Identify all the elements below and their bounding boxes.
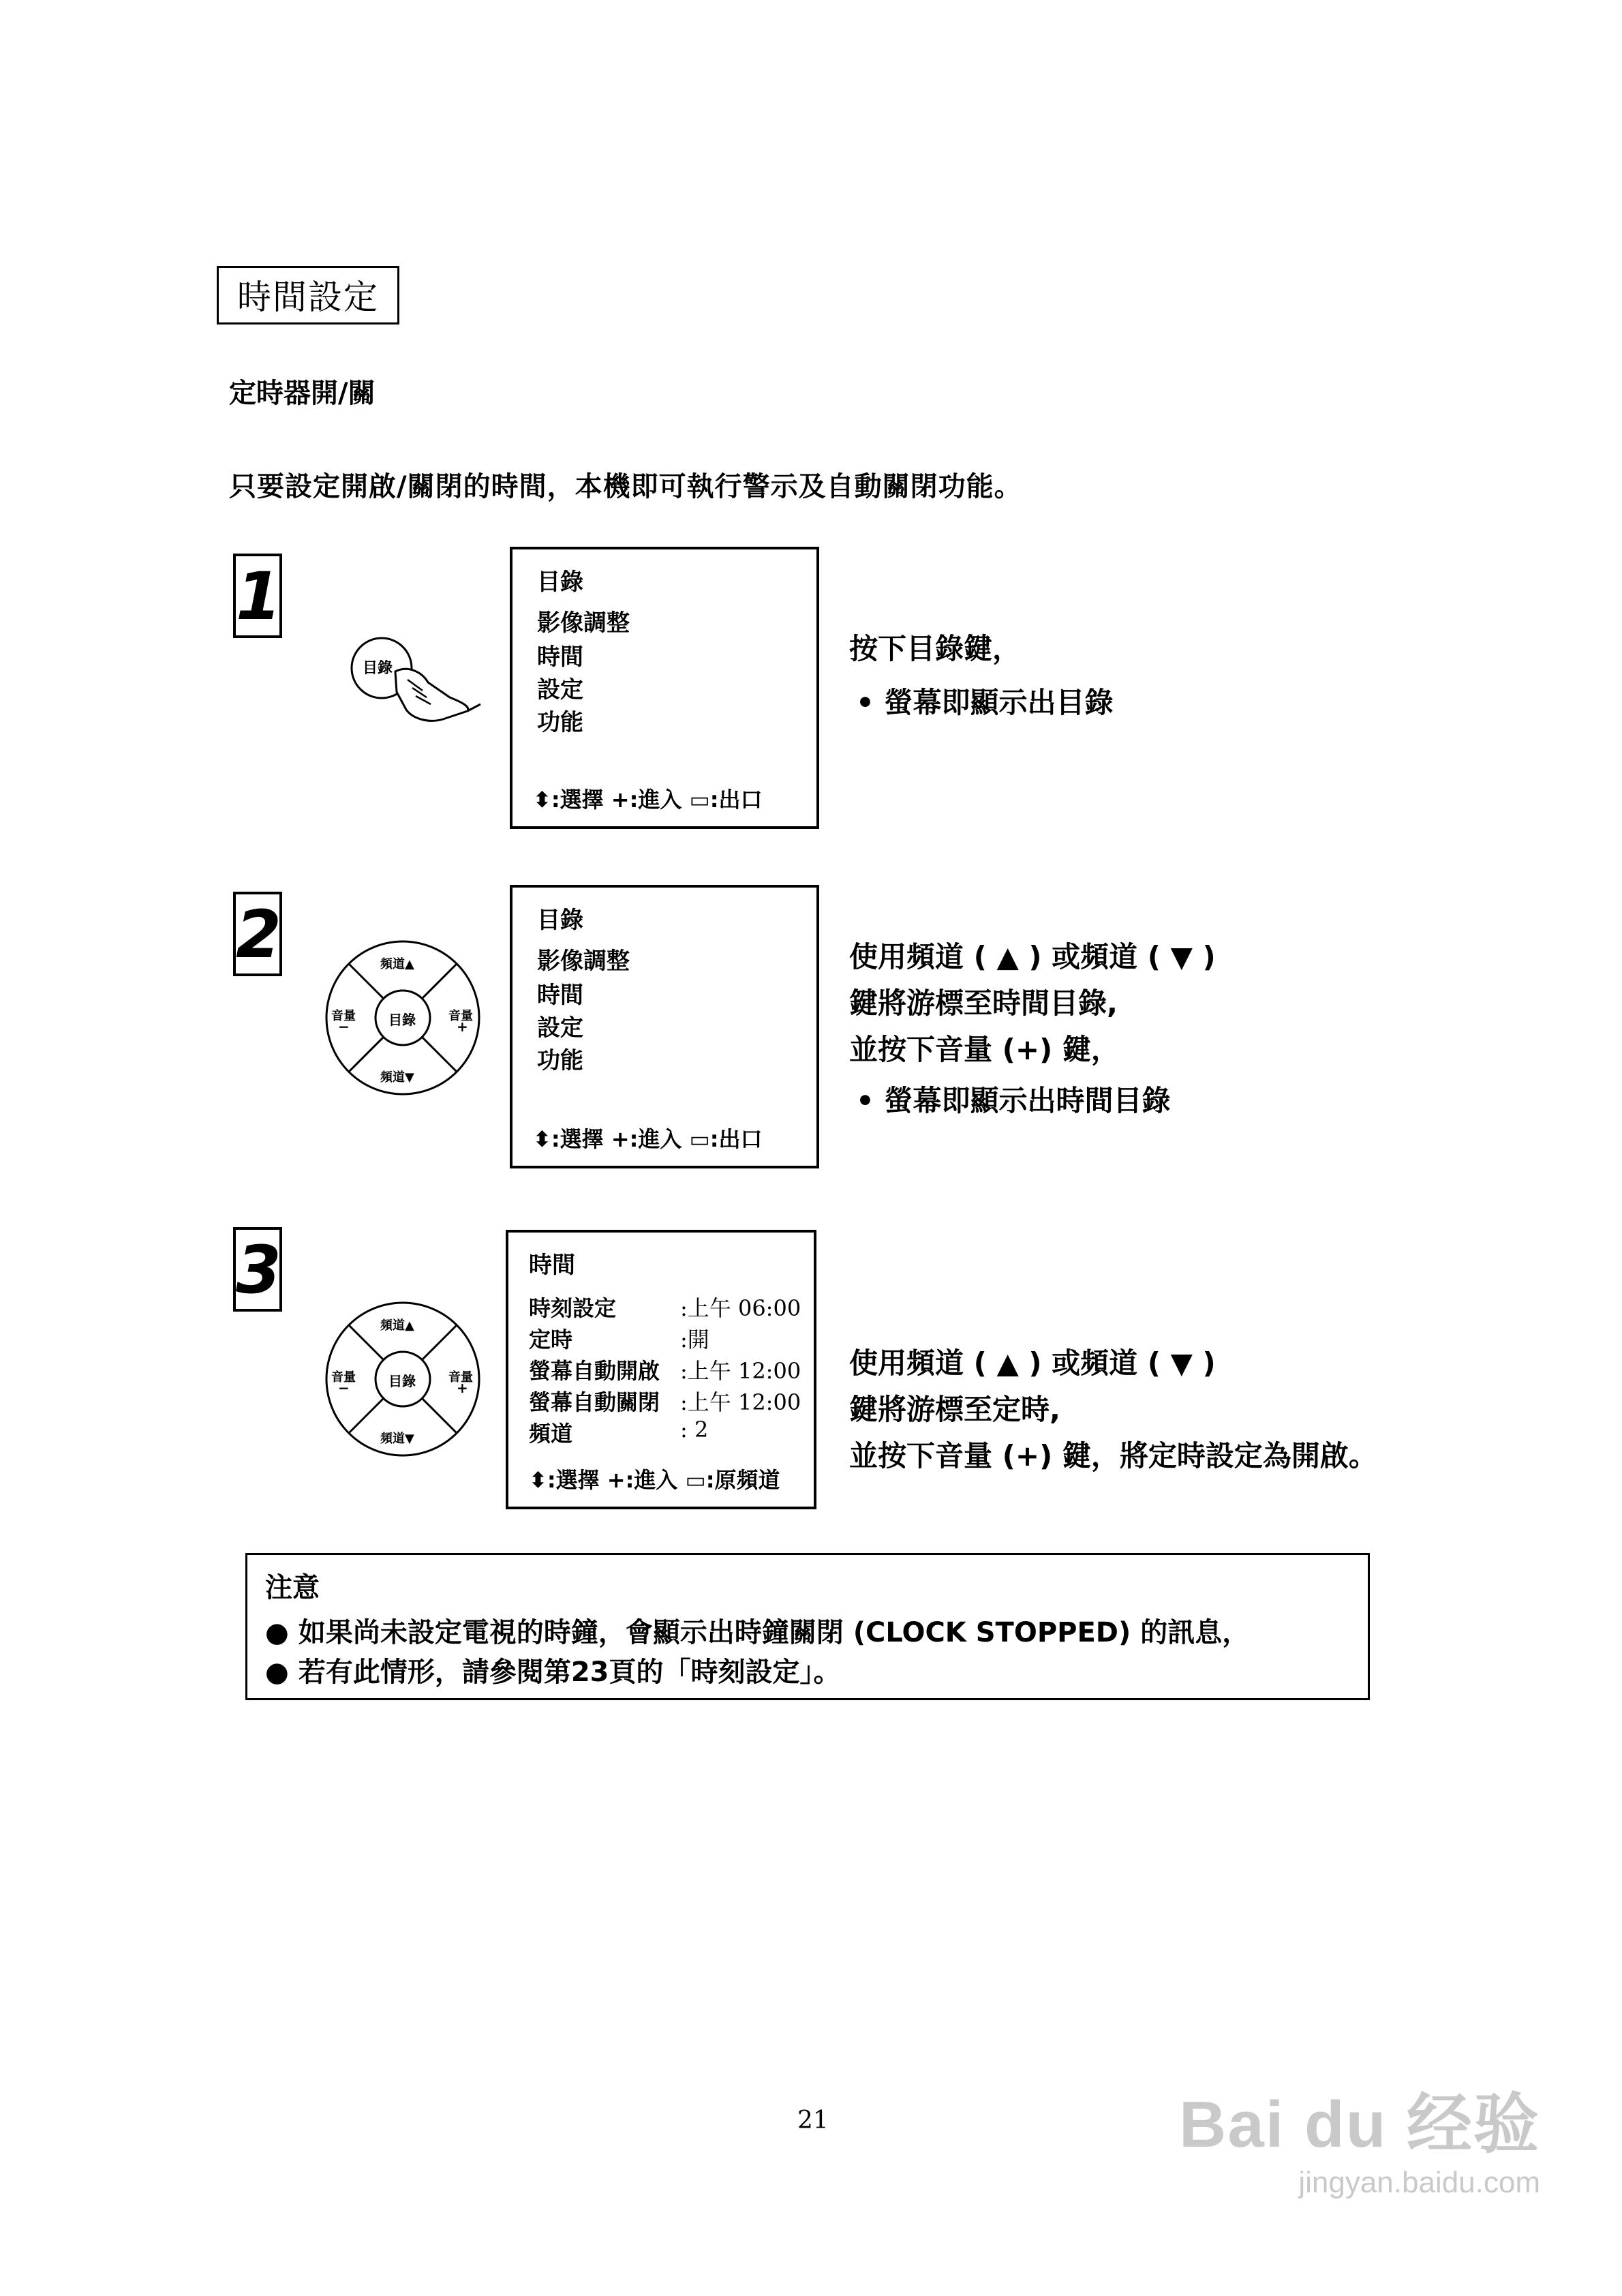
step-number-2: 2: [233, 892, 282, 976]
watermark-logo: Bai du 经验: [1178, 2088, 1540, 2161]
step3-line-2: 鍵將游標至定時,: [849, 1393, 1060, 1426]
menu-item-image: 影像調整: [537, 609, 630, 637]
row-label: 頻道: [529, 1421, 573, 1447]
step2-line-3: 並按下音量 (+) 鍵，: [849, 1033, 1120, 1066]
channel-down-label: 頻道▼: [380, 1432, 414, 1446]
row-value: : 2: [680, 1417, 709, 1442]
menu-item-function: 功能: [537, 709, 583, 736]
menu-center-label: 目錄: [388, 1373, 416, 1389]
remote-dpad-step3: [323, 1299, 483, 1459]
menu-hint: ⬍:選擇 +:進入 ▭:出口: [533, 787, 763, 813]
step3-instructions: [849, 1340, 1377, 1479]
note-line-2: ● 若有此情形，請參閱第23頁的「時刻設定」。: [265, 1657, 841, 1688]
volume-down-label: 音量: [331, 1009, 356, 1023]
step2-instructions: [849, 934, 1216, 1073]
step3-line-1: 使用頻道 ( ▲ ) 或頻道 ( ▼ ): [849, 1346, 1216, 1380]
note-box: [245, 1553, 1370, 1700]
step1-bullet: • 螢幕即顯示出目錄: [856, 686, 1114, 719]
menu-item-image: 影像調整: [537, 948, 630, 975]
row-label: 時刻設定: [529, 1295, 617, 1321]
channel-up-label: 頻道▲: [380, 957, 414, 971]
row-label: 螢幕自動開啟: [529, 1358, 660, 1384]
time-row-auto-on: [529, 1354, 801, 1385]
row-value: :上午 12:00: [680, 1358, 801, 1384]
row-label: 螢幕自動關閉: [529, 1389, 660, 1415]
volume-minus-sign: −: [338, 1018, 350, 1035]
step2-line-1: 使用頻道 ( ▲ ) 或頻道 ( ▼ ): [849, 940, 1216, 973]
volume-up-label: 音量: [448, 1370, 473, 1385]
step-number-3: 3: [233, 1227, 282, 1312]
intro-text: 只要設定開啟/關閉的時間，本機即可執行警示及自動關閉功能。: [229, 471, 1022, 502]
menu-title: 時間: [529, 1252, 575, 1279]
section-title: 時間設定: [217, 266, 399, 324]
note-heading: 注意: [265, 1572, 320, 1603]
row-value: :上午 12:00: [680, 1389, 801, 1415]
time-row-channel: [529, 1417, 709, 1448]
row-label: 定時: [529, 1327, 573, 1353]
baidu-watermark: [1179, 2072, 1540, 2200]
step-number-1: 1: [233, 554, 282, 638]
note-line-1: ● 如果尚未設定電視的時鐘，會顯示出時鐘關閉 (CLOCK STOPPED) 的訊息，: [265, 1617, 1250, 1648]
volume-up-label: 音量: [448, 1009, 473, 1023]
page-number: 21: [797, 2106, 829, 2134]
channel-up-label: 頻道▲: [380, 1318, 414, 1333]
step3-line-3: 並按下音量 (+) 鍵，將定時設定為開啟。: [849, 1439, 1377, 1472]
menu-hint: ⬍:選擇 +:進入 ▭:原頻道: [529, 1467, 780, 1493]
menu-button-label: 目錄: [363, 660, 393, 677]
menu-title: 目錄: [537, 569, 583, 596]
menu-hint: ⬍:選擇 +:進入 ▭:出口: [533, 1126, 763, 1152]
volume-minus-sign: −: [338, 1380, 350, 1396]
step1-instruction: 按下目錄鍵，: [849, 632, 1022, 665]
menu-title: 目錄: [537, 907, 583, 934]
time-row-auto-off: [529, 1385, 801, 1417]
menu-item-function: 功能: [537, 1047, 583, 1074]
channel-down-label: 頻道▼: [380, 1070, 414, 1085]
remote-dpad-step2: [323, 938, 483, 1098]
time-row-clock: [529, 1291, 801, 1323]
volume-plus-sign: +: [457, 1380, 468, 1396]
menu-center-label: 目錄: [388, 1012, 416, 1028]
step2-bullet: • 螢幕即顯示出時間目錄: [856, 1084, 1171, 1117]
osd-menu-step3: [506, 1230, 816, 1509]
menu-item-time: 時間: [537, 644, 583, 671]
subsection-title: 定時器開/關: [229, 378, 376, 409]
row-value: :上午 06:00: [680, 1295, 801, 1321]
osd-menu-step2: [510, 885, 819, 1168]
menu-item-setup: 設定: [537, 1014, 583, 1042]
row-value: :開: [680, 1327, 709, 1353]
menu-button-hand-icon: [348, 617, 484, 740]
volume-plus-sign: +: [457, 1018, 468, 1035]
step2-line-2: 鍵將游標至時間目錄,: [849, 986, 1118, 1020]
menu-item-time: 時間: [537, 982, 583, 1009]
time-row-timer: [529, 1323, 709, 1354]
watermark-url: jingyan.baidu.com: [1298, 2166, 1540, 2199]
menu-item-setup: 設定: [537, 676, 583, 704]
osd-menu-step1: [510, 547, 819, 829]
hand-press-illustration: [348, 617, 484, 740]
volume-down-label: 音量: [331, 1370, 356, 1385]
